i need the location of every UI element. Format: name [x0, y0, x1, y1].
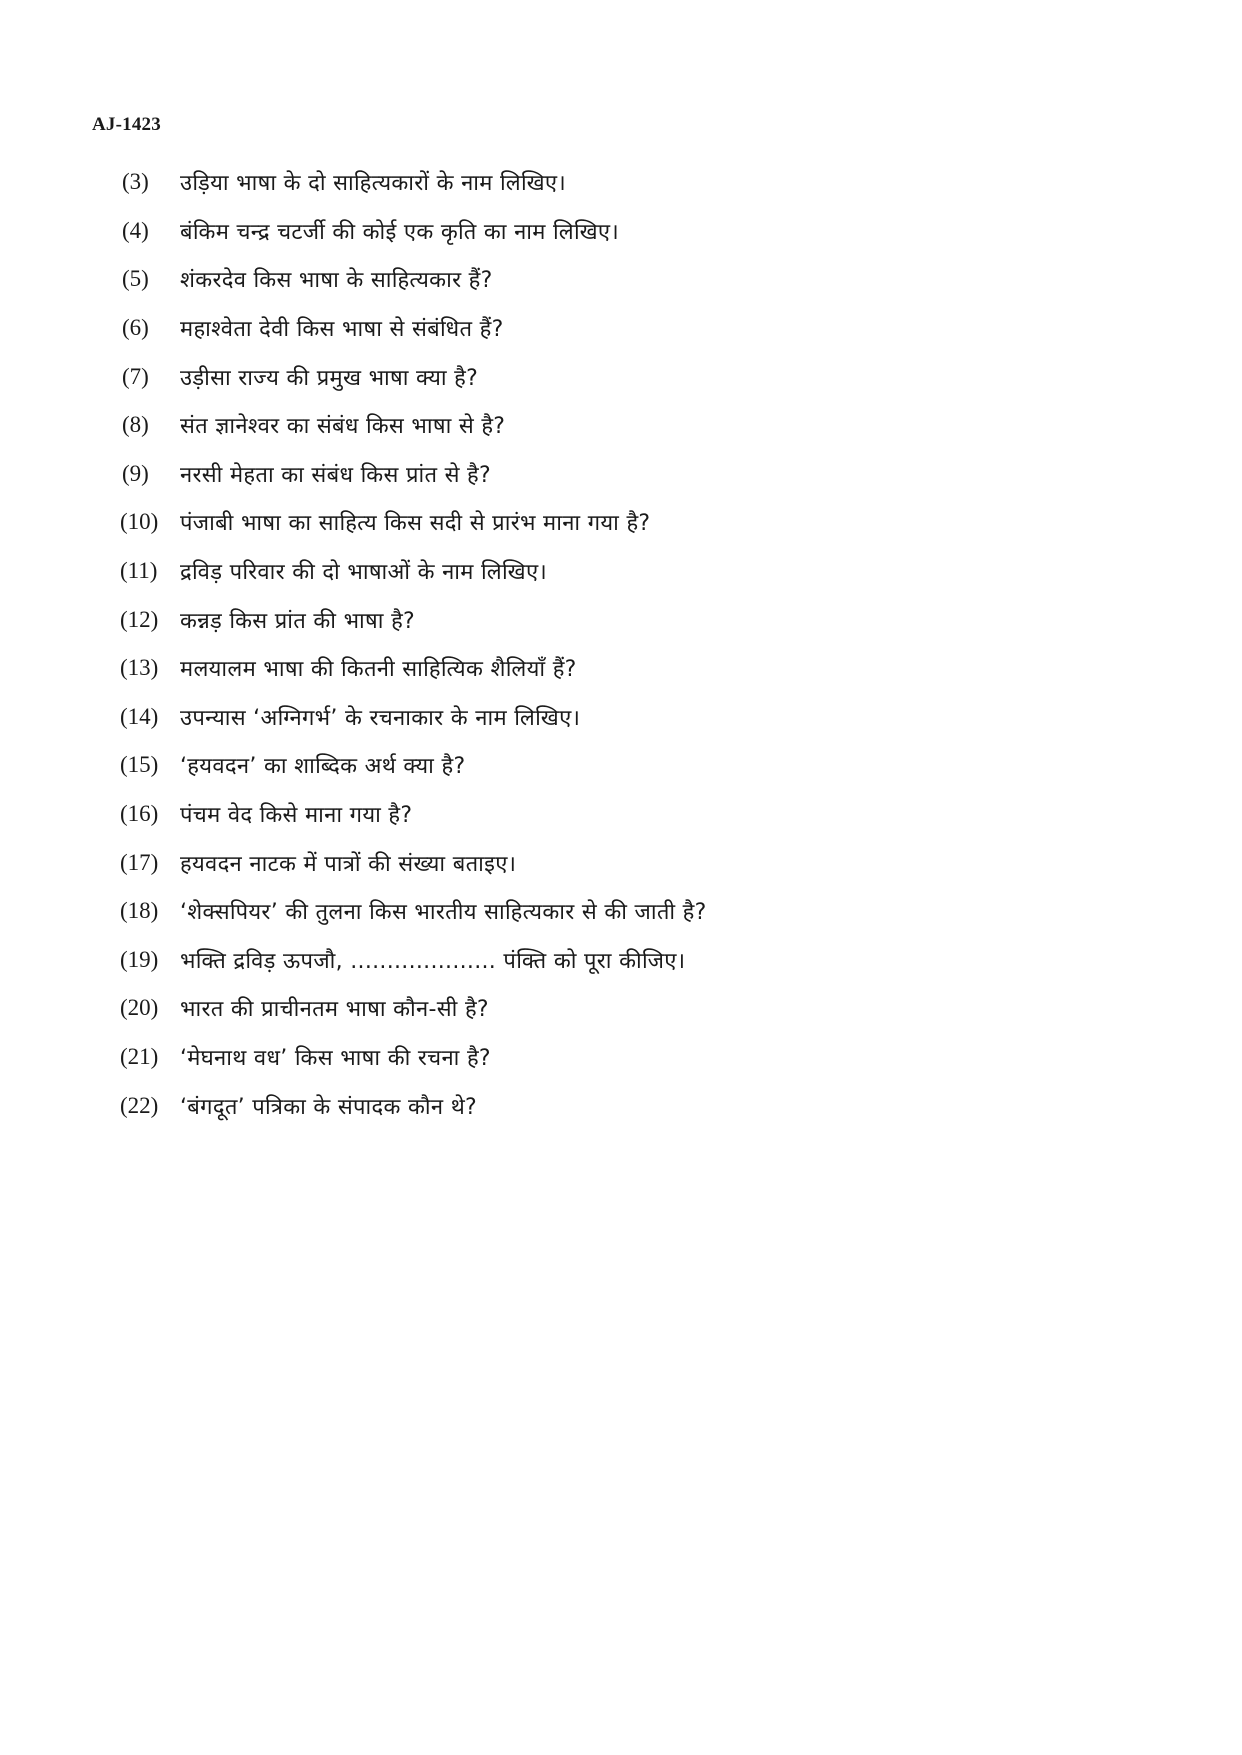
question-number: (13)	[120, 655, 159, 681]
question-text: शंकरदेव किस भाषा के साहित्यकार हैं?	[180, 268, 493, 294]
question-text: ‘बंगदूत’ पत्रिका के संपादक कौन थे?	[180, 1094, 478, 1120]
question-item	[0, 693, 707, 742]
question-text: उड़ीसा राज्य की प्रमुख भाषा क्या है?	[180, 365, 479, 391]
question-number: (14)	[120, 703, 159, 729]
question-item	[0, 450, 707, 499]
question-number: (6)	[122, 315, 149, 341]
question-text: पंचम वेद किसे माना गया है?	[180, 803, 413, 829]
question-item	[0, 207, 707, 256]
question-number: (11)	[120, 558, 158, 584]
question-number: (21)	[120, 1043, 159, 1069]
question-item	[0, 255, 707, 304]
question-text: बंकिम चन्द्र चटर्जी की कोई एक कृति का नाम लिखिए।	[180, 219, 620, 245]
question-text: कन्नड़ किस प्रांत की भाषा है?	[180, 608, 416, 634]
question-item	[0, 984, 707, 1033]
question-item	[0, 790, 707, 839]
question-item	[0, 158, 707, 207]
paper-code: AJ-1423	[92, 114, 161, 135]
question-item	[0, 547, 707, 596]
question-number: (9)	[122, 460, 149, 486]
question-item	[0, 1033, 707, 1082]
question-item	[0, 1081, 707, 1130]
question-number: (3)	[122, 169, 149, 195]
question-text: उपन्यास ‘अग्निगर्भ’ के रचनाकार के नाम लिखिए।	[180, 705, 581, 731]
question-number: (5)	[122, 266, 149, 292]
question-item	[0, 936, 707, 985]
question-text: उड़िया भाषा के दो साहित्यकारों के नाम लिखिए।	[180, 171, 567, 197]
question-item	[0, 741, 707, 790]
question-item	[0, 304, 707, 353]
question-item	[0, 401, 707, 450]
question-number: (16)	[120, 801, 159, 827]
question-number: (20)	[120, 995, 159, 1021]
question-text: संत ज्ञानेश्वर का संबंध किस भाषा से है?	[180, 414, 506, 440]
question-number: (8)	[122, 412, 149, 438]
question-text: नरसी मेहता का संबंध किस प्रांत से है?	[180, 462, 492, 488]
question-text: हयवदन नाटक में पात्रों की संख्या बताइए।	[180, 851, 517, 877]
question-number: (17)	[120, 849, 159, 875]
question-number: (18)	[120, 898, 159, 924]
question-text: मलयालम भाषा की कितनी साहित्यिक शैलियाँ हैं?	[180, 657, 577, 683]
question-text: भारत की प्राचीनतम भाषा कौन-सी है?	[180, 997, 489, 1023]
question-number: (22)	[120, 1092, 159, 1118]
question-number: (10)	[120, 509, 159, 535]
question-text: द्रविड़ परिवार की दो भाषाओं के नाम लिखिए।	[180, 560, 548, 586]
question-text: ‘शेक्सपियर’ की तुलना किस भारतीय साहित्यकार से की जाती है?	[180, 900, 707, 926]
question-item	[0, 887, 707, 936]
question-item	[0, 498, 707, 547]
question-number: (15)	[120, 752, 159, 778]
question-number: (19)	[120, 946, 159, 972]
question-number: (7)	[122, 363, 149, 389]
question-text: महाश्वेता देवी किस भाषा से संबंधित हैं?	[180, 317, 504, 343]
question-text: भक्ति द्रविड़ ऊपजौ, .................... पंक्ति को पूरा कीजिए।	[180, 948, 686, 974]
question-text: ‘मेघनाथ वध’ किस भाषा की रचना है?	[180, 1045, 491, 1071]
question-item	[0, 595, 707, 644]
question-item	[0, 838, 707, 887]
question-number: (12)	[120, 606, 159, 632]
question-text: ‘हयवदन’ का शाब्दिक अर्थ क्या है?	[180, 754, 466, 780]
question-item	[0, 352, 707, 401]
question-item	[0, 644, 707, 693]
question-text: पंजाबी भाषा का साहित्य किस सदी से प्रारंभ माना गया है?	[180, 511, 651, 537]
question-number: (4)	[122, 217, 149, 243]
question-list	[0, 158, 707, 1130]
